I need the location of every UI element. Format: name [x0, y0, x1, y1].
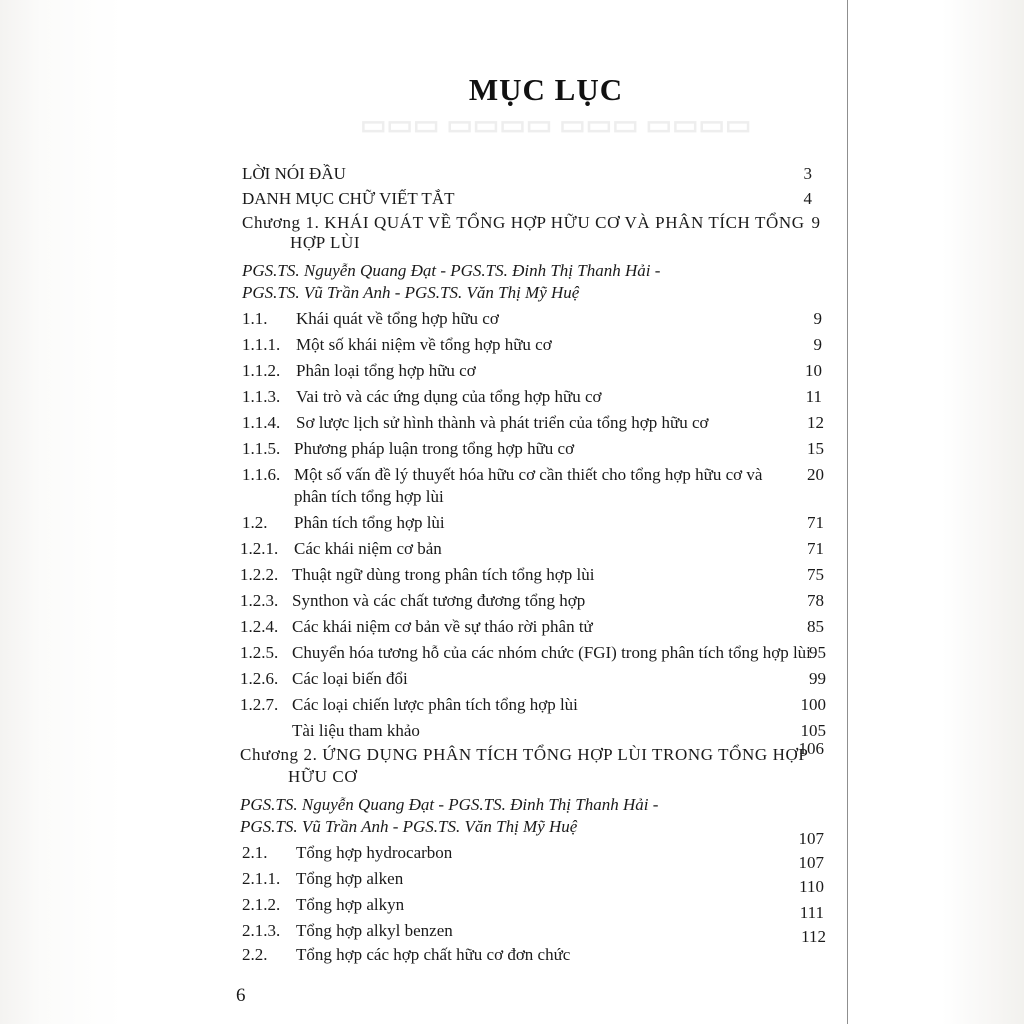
toc-entry-text: Thuật ngữ dùng trong phân tích tổng hợp lùi — [292, 565, 595, 584]
toc-entry-number: 1.1. — [242, 309, 268, 328]
toc-entry-text: Tổng hợp hydrocarbon — [296, 843, 453, 862]
toc-entry-text: Một số vấn đề lý thuyết hóa hữu cơ cần thiết cho tổng hợp hữu cơ và — [294, 465, 763, 484]
toc-entry-number: 1.1.4. — [242, 413, 281, 432]
toc-entry-text: Vai trò và các ứng dụng của tổng hợp hữu cơ — [296, 387, 602, 406]
toc-entry-text: Các khái niệm cơ bản — [294, 539, 442, 558]
toc-entry-number: 1.1.5. — [242, 439, 281, 458]
toc-entry-text: Khái quát về tổng hợp hữu cơ — [296, 309, 499, 328]
toc-entry-page: 112 — [801, 927, 826, 946]
toc-entry-page: 99 — [809, 669, 826, 688]
toc-entry-page: 71 — [807, 539, 824, 558]
toc-entry-number: 2.1. — [242, 843, 268, 862]
toc-entry-text-continued: HỢP LÙI — [290, 233, 361, 252]
toc-entry-page: 9 — [811, 213, 820, 232]
toc-entry-text: Tổng hợp alkyn — [296, 895, 405, 914]
toc-entry-number: 1.2.4. — [240, 617, 279, 636]
toc-entry-text: Sơ lược lịch sử hình thành và phát triển của tổng hợp hữu cơ — [296, 413, 709, 432]
toc-entry-page: 20 — [807, 465, 824, 484]
toc-entry-page: 15 — [807, 439, 824, 458]
toc-entry-page: 107 — [798, 853, 824, 872]
toc-entry-page: 4 — [803, 189, 812, 208]
toc-entry-page: 12 — [807, 413, 824, 432]
toc-entry-number: 1.1.6. — [242, 465, 281, 484]
toc-entry-page: 11 — [805, 387, 822, 406]
toc-entry-page: 9 — [813, 335, 822, 354]
toc-entry-page: 71 — [807, 513, 824, 532]
toc-entry-number: 2.1.2. — [242, 895, 281, 914]
authors-line-1: PGS.TS. Nguyễn Quang Đạt - PGS.TS. Đinh Thị Thanh Hải - — [242, 261, 661, 280]
toc-entry-text: Phân loại tổng hợp hữu cơ — [296, 361, 476, 380]
toc-entry-page: 10 — [805, 361, 822, 380]
toc-title: MỤC LỤC — [468, 72, 624, 107]
toc-entry-text: Các loại biến đổi — [292, 669, 408, 688]
toc-entry-page: 100 — [800, 695, 826, 714]
toc-entry-page: 9 — [813, 309, 822, 328]
toc-entry-text-continued: HỮU CƠ — [288, 767, 358, 786]
toc-entry-page: 78 — [807, 591, 824, 610]
toc-entry-page: 106 — [798, 739, 824, 758]
toc-entry-number: 1.2.3. — [240, 591, 279, 610]
toc-entry-number: 2.2. — [242, 945, 268, 964]
toc-entry-page: 75 — [807, 565, 824, 584]
toc-entry-text: Phương pháp luận trong tổng hợp hữu cơ — [294, 439, 575, 458]
toc-entry-text: Các khái niệm cơ bản về sự tháo rời phân tử — [292, 617, 593, 636]
page-number: 6 — [236, 985, 246, 1006]
toc-entry-text: Chương 2. ỨNG DỤNG PHÂN TÍCH TỔNG HỢP LÙI TRONG TỔNG HỢP — [240, 745, 809, 764]
toc-entry-text: Tổng hợp các hợp chất hữu cơ đơn chức — [296, 945, 571, 964]
authors-line-2: PGS.TS. Vũ Trần Anh - PGS.TS. Văn Thị Mỹ Huệ — [242, 283, 580, 302]
toc-entry-number: 1.1.3. — [242, 387, 281, 406]
bleed-through-heading: ▭▭▭▭ ▭▭▭ ▭▭▭▭ ▭▭▭ — [360, 110, 752, 141]
toc-entry-number: 2.1.1. — [242, 869, 281, 888]
toc-entry-text: LỜI NÓI ĐẦU — [242, 164, 346, 183]
toc-entry-number: 1.2. — [242, 513, 268, 532]
toc-entry-page: 111 — [799, 903, 824, 922]
toc-entry-text: Tổng hợp alken — [296, 869, 404, 888]
toc-entry-page: 110 — [799, 877, 824, 896]
toc-entry-text: Synthon và các chất tương đương tổng hợp — [292, 591, 586, 610]
toc-entry-number: 1.2.5. — [240, 643, 279, 662]
toc-entry-text: Chương 1. KHÁI QUÁT VỀ TỔNG HỢP HỮU CƠ VÀ PHÂN TÍCH TỔNG — [242, 213, 805, 232]
toc-entry-number: 1.1.2. — [242, 361, 281, 380]
toc-entry-page: 95 — [809, 643, 826, 662]
toc-entry-number: 1.2.2. — [240, 565, 279, 584]
toc-entry-text-continued: phân tích tổng hợp lùi — [294, 487, 444, 506]
toc-entry-number: 2.1.3. — [242, 921, 281, 940]
toc-entry-text: Một số khái niệm về tổng hợp hữu cơ — [296, 335, 552, 354]
toc-entry-page: 107 — [798, 829, 824, 848]
toc-entry-text: Tài liệu tham khảo — [292, 721, 420, 740]
toc-entry-text: Chuyển hóa tương hỗ của các nhóm chức (FGI) trong phân tích tổng hợp lùi — [292, 643, 811, 662]
toc-entry-text: Các loại chiến lược phân tích tổng hợp lùi — [292, 695, 578, 714]
toc-entry-page: 3 — [803, 164, 812, 183]
toc-entry-text: DANH MỤC CHỮ VIẾT TẮT — [242, 189, 455, 208]
toc-entry-page: 105 — [800, 721, 826, 740]
toc-entry-text: Tổng hợp alkyl benzen — [296, 921, 453, 940]
authors-line-1: PGS.TS. Nguyễn Quang Đạt - PGS.TS. Đinh Thị Thanh Hải - — [240, 795, 659, 814]
toc-entry-number: 1.1.1. — [242, 335, 281, 354]
authors-line-2: PGS.TS. Vũ Trần Anh - PGS.TS. Văn Thị Mỹ Huệ — [240, 817, 578, 836]
toc-entry-page: 85 — [807, 617, 824, 636]
toc-entry-number: 1.2.7. — [240, 695, 279, 714]
toc-entry-number: 1.2.1. — [240, 539, 279, 558]
toc-entry-number: 1.2.6. — [240, 669, 279, 688]
toc-entry-text: Phân tích tổng hợp lùi — [294, 513, 445, 532]
